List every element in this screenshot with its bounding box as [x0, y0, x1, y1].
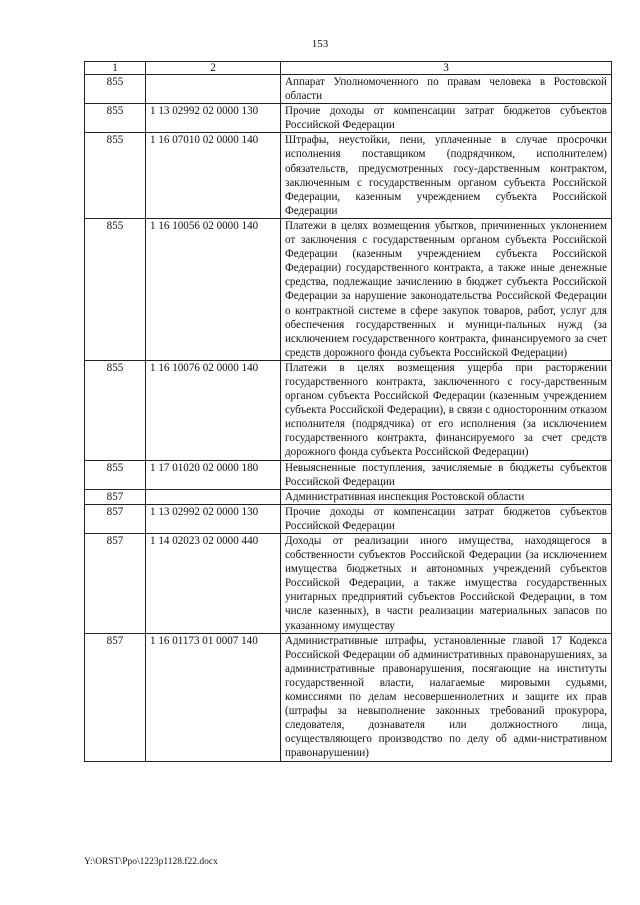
revenue-code — [146, 75, 281, 104]
table-row — [85, 460, 612, 489]
administrator-code: 855 — [85, 133, 146, 219]
table-row — [85, 489, 612, 504]
revenue-description: Невыясненные поступления, зачисляемые в бюджеты субъектов Российской Федерации — [281, 460, 612, 489]
page-number: 153 — [311, 38, 329, 50]
administrator-code: 855 — [85, 104, 146, 133]
table-row — [85, 504, 612, 533]
column-header-3: 3 — [281, 62, 612, 75]
revenue-description: Штрафы, неустойки, пени, уплаченные в случае просрочки исполнения поставщиком (подрядчиком, исполнителем) обязательств, предусмотренных госу-дарственным контрактом, заключенным с государственным органом субъекта Российской Федерации, казенным учреждением субъекта Российской Федерации — [281, 133, 612, 219]
revenue-code: 1 16 01173 01 0007 140 — [146, 633, 281, 761]
revenue-code: 1 16 10056 02 0000 140 — [146, 218, 281, 360]
column-header-1: 1 — [85, 62, 146, 75]
revenue-description: Аппарат Уполномоченного по правам человека в Ростовской области — [281, 75, 612, 104]
administrator-code: 857 — [85, 633, 146, 761]
revenue-code: 1 13 02992 02 0000 130 — [146, 504, 281, 533]
revenue-description: Доходы от реализации иного имущества, находящегося в собственности субъектов Российской Федерации (за исключением имущества бюджетных и автономных учреждений субъектов Российской Федерации, а также имущества государственных унитарных предприятий субъектов Российской Федерации, в том числе казенных), в части реализации материальных запасов по указанному имуществу — [281, 534, 612, 634]
administrator-code: 855 — [85, 460, 146, 489]
revenue-code: 1 17 01020 02 0000 180 — [146, 460, 281, 489]
revenue-code: 1 16 10076 02 0000 140 — [146, 360, 281, 460]
table-row — [85, 218, 612, 360]
administrator-code: 855 — [85, 360, 146, 460]
administrator-code: 857 — [85, 489, 146, 504]
revenue-description: Административная инспекция Ростовской области — [281, 489, 612, 504]
revenue-code: 1 13 02992 02 0000 130 — [146, 104, 281, 133]
administrator-code: 855 — [85, 218, 146, 360]
administrator-code: 857 — [85, 534, 146, 634]
revenue-code: 1 16 07010 02 0000 140 — [146, 133, 281, 219]
revenue-code: 1 14 02023 02 0000 440 — [146, 534, 281, 634]
table-row — [85, 633, 612, 761]
administrator-code: 855 — [85, 75, 146, 104]
revenue-codes-table — [84, 61, 612, 762]
revenue-description: Платежи в целях возмещения убытков, причиненных уклонением от заключения с государственным органом субъекта Российской Федерации (казенным учреждением субъекта Российской Федерации) государственного контракта, а также иные денежные средства, подлежащие зачислению в бюджет субъекта Российской Федерации за нарушение законодательства Российской Федерации о контрактной системе в сфере закупок товаров, работ, услуг для обеспечения государственных и муници-пальных нужд (за исключением государственного контракта, финансируемого за счет средств дорожного фонда субъекта Российской Федерации) — [281, 218, 612, 360]
revenue-description: Платежи в целях возмещения ущерба при расторжении государственного контракта, заключенного с госу-дарственным органом субъекта Российской Федерации (казенным учреждением субъекта Российской Федерации), в связи с односторонним отказом исполнителя (подрядчика) от его исполнения (за исключением государственного контракта, финансируемого за счет средств дорожного фонда субъекта Российской Федерации) — [281, 360, 612, 460]
table-header-row — [85, 62, 612, 75]
administrator-code: 857 — [85, 504, 146, 533]
revenue-description: Административные штрафы, установленные главой 17 Кодекса Российской Федерации об административных правонарушениях, за административные правонарушения, посягающие на институты государственной власти, налагаемые мировыми судьями, комиссиями по делам несовершеннолетних и защите их прав (штрафы за невыполнение законных требований прокурора, следователя, дознавателя или должностного лица, осуществляющего производство по делу об адми-нистративном правонарушении) — [281, 633, 612, 761]
table-row — [85, 104, 612, 133]
revenue-description: Прочие доходы от компенсации затрат бюджетов субъектов Российской Федерации — [281, 104, 612, 133]
table-row — [85, 133, 612, 219]
revenue-description: Прочие доходы от компенсации затрат бюджетов субъектов Российской Федерации — [281, 504, 612, 533]
table-row — [85, 534, 612, 634]
file-path-footer: Y:\ORST\Ppo\1223p1128.f22.docx — [84, 857, 218, 867]
table-row — [85, 360, 612, 460]
column-header-2: 2 — [146, 62, 281, 75]
revenue-code — [146, 489, 281, 504]
table-row — [85, 75, 612, 104]
